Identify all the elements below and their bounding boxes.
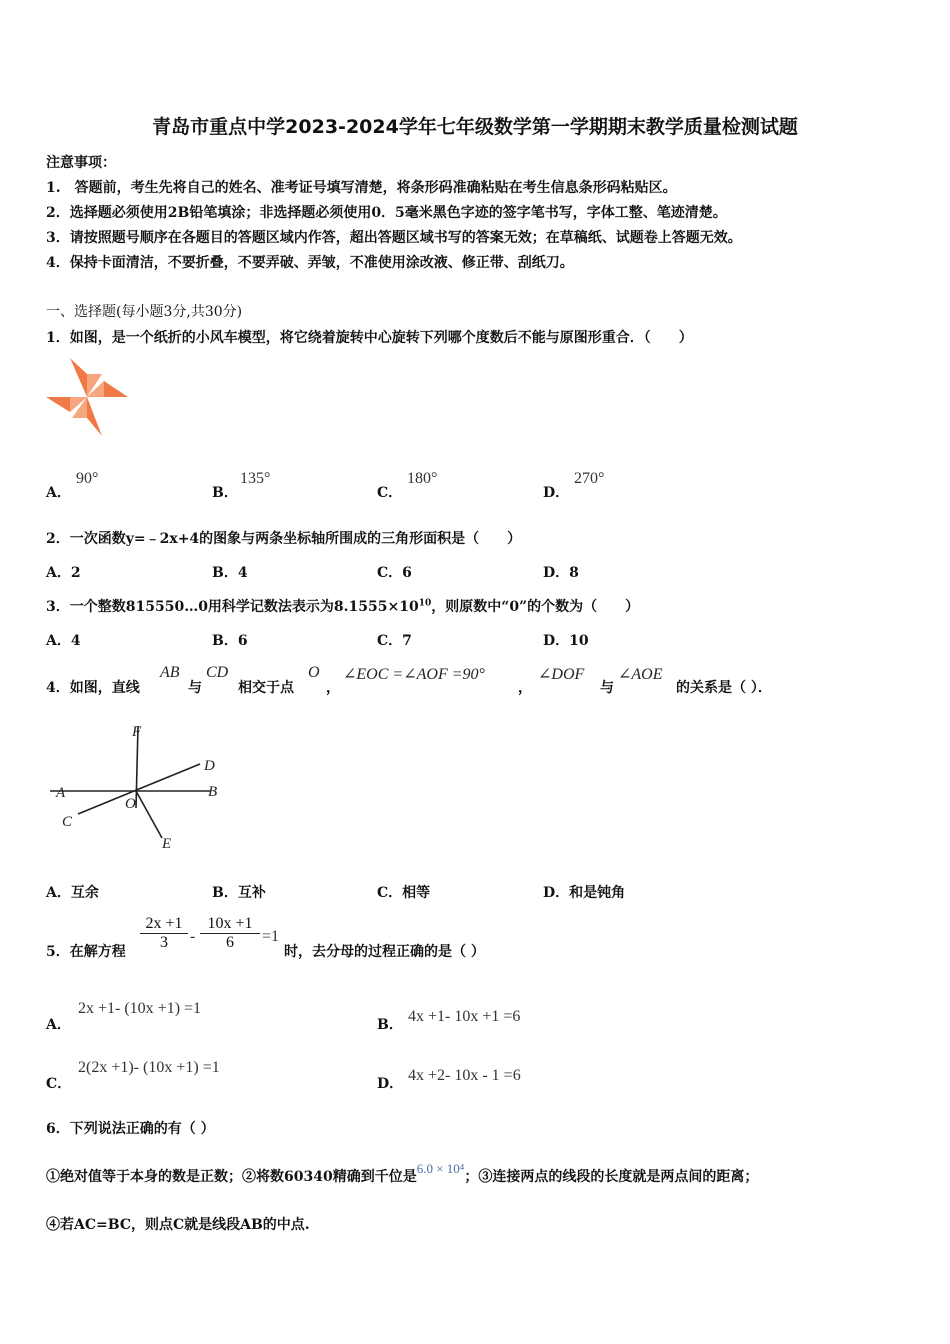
q4-stem-6: 与: [600, 680, 614, 696]
label-a: A: [56, 785, 66, 801]
q4-math-o: O: [308, 664, 320, 681]
q1-option-c-label: C．: [377, 485, 403, 501]
pinwheel-figure: [44, 356, 130, 438]
q1-option-b-value: 135°: [240, 470, 271, 487]
pinwheel-blade: [70, 358, 87, 397]
q5-option-d-value: 4x +2- 10x - 1 =6: [408, 1067, 521, 1084]
line-cd: [78, 764, 200, 814]
q3-exponent: 10: [418, 598, 432, 609]
q6-stem: 6．下列说法正确的有（ ）: [46, 1121, 215, 1137]
pinwheel-icon: [46, 358, 128, 436]
q5-stem-post: 时，去分母的过程正确的是（ ）: [284, 944, 485, 960]
note-4: 4．保持卡面清洁，不要折叠，不要弄破、弄皱，不准使用涂改液、修正带、刮纸刀。: [46, 255, 574, 271]
pinwheel-blade: [87, 397, 102, 436]
q4-math-cd: CD: [206, 664, 229, 681]
q5-frac2-num: 10x +1: [207, 915, 253, 932]
label-c: C: [62, 814, 73, 830]
q4-option-a: A．互余: [46, 885, 99, 901]
q1-option-a-label: A．: [46, 485, 71, 501]
q5-equals: =1: [262, 928, 280, 945]
q3-option-b: B．6: [212, 633, 248, 649]
ray-oe: [136, 791, 162, 838]
q2-option-a: A．2: [46, 565, 81, 581]
label-e: E: [162, 836, 172, 852]
q6-statement-1-3: ①绝对值等于本身的数是正数；②将数60340精确到千位是6.0 × 10⁴；③连接两点的线段的长度就是两点间的距离；: [46, 1161, 759, 1185]
label-f: F: [132, 724, 142, 740]
q5-option-c-value: 2(2x +1)- (10x +1) =1: [78, 1059, 220, 1076]
q5-frac1-den: 3: [160, 934, 168, 951]
q1-option-b-label: B．: [212, 485, 238, 501]
q4-stem-3: 相交于点: [238, 680, 294, 696]
q4-math-ab: AB: [160, 664, 180, 681]
lines-figure: [50, 718, 230, 858]
q2-option-d: D．8: [543, 565, 579, 581]
q4-stem-7: 的关系是（ ）．: [676, 680, 772, 696]
q3-option-d: D．10: [543, 633, 589, 649]
q5-option-a-label: A．: [46, 1017, 71, 1033]
q6-statement-4: ④若AC=BC，则点C就是线段AB的中点.: [46, 1217, 310, 1233]
label-o: O: [125, 796, 136, 812]
q4-math-angles: ∠EOC =∠AOF =90°: [343, 666, 485, 683]
q4-option-d: D．和是钝角: [543, 885, 626, 901]
q2-option-c: C．6: [377, 565, 412, 581]
page-title: 青岛市重点中学2023-2024学年七年级数学第一学期期末教学质量检测试题: [152, 116, 798, 138]
q5-option-b-label: B．: [377, 1017, 403, 1033]
label-d: D: [204, 758, 215, 774]
q4-stem-1: 4．如图，直线: [46, 680, 140, 696]
q4-stem-4: ，: [326, 680, 340, 696]
q5-fraction-1: [140, 915, 188, 952]
note-3: 3．请按照题号顺序在各题目的答题区域内作答，超出答题区域书写的答案无效；在草稿纸、试题卷上答题无效。: [46, 230, 742, 246]
q5-minus: -: [190, 928, 196, 945]
q1-option-c-value: 180°: [407, 470, 438, 487]
q5-fraction-2: [200, 915, 260, 952]
q1-stem: 1．如图，是一个纸折的小风车模型，将它绕着旋转中心旋转下列哪个度数后不能与原图形重合．（ ）: [46, 330, 693, 346]
q5-option-b-value: 4x +1- 10x +1 =6: [408, 1008, 521, 1025]
note-1: 1. 答题前，考生先将自己的姓名、准考证号填写清楚，将条形码准确粘贴在考生信息条形码粘贴区。: [46, 180, 677, 196]
q4-stem-2: 与: [188, 680, 202, 696]
q1-option-d-value: 270°: [574, 470, 605, 487]
label-b: B: [208, 784, 218, 800]
q5-stem-pre: 5．在解方程: [46, 944, 126, 960]
q5-option-c-label: C．: [46, 1076, 72, 1092]
note-2: 2．选择题必须使用2B铅笔填涂；非选择题必须使用0．5毫米黑色字迹的签字笔书写，字体工整、笔迹清楚。: [46, 205, 727, 221]
notes-heading: 注意事项：: [46, 155, 116, 171]
q3-option-a: A．4: [46, 633, 81, 649]
q6-math: 6.0 × 10⁴: [416, 1161, 465, 1176]
q4-option-b: B．互补: [212, 885, 266, 901]
q5-option-d-label: D．: [377, 1076, 404, 1092]
q4-stem-5: ，: [518, 680, 532, 696]
q5-frac1-num: 2x +1: [145, 915, 183, 932]
q5-option-a-value: 2x +1- (10x +1) =1: [78, 1000, 202, 1017]
q3-stem: 3．一个整数815550…0用科学记数法表示为$8.1555\times 10^{10}$，则原数中“0”的个数为（ ）: [46, 598, 640, 615]
q4-math-aoe: ∠AOE: [618, 666, 663, 683]
q5-frac2-den: 6: [226, 934, 234, 951]
figure-lines: [50, 726, 210, 838]
q4-math-dof: ∠DOF: [538, 666, 585, 683]
q4-option-c: C．相等: [377, 885, 431, 901]
q2-stem: 2．一次函数y=﹣2x+4的图象与两条坐标轴所围成的三角形面积是（ ）: [46, 531, 522, 547]
q2-option-b: B．4: [212, 565, 248, 581]
section-heading: 一、选择题(每小题3分,共30分): [46, 304, 243, 320]
q1-option-d-label: D．: [543, 485, 570, 501]
q3-option-c: C．7: [377, 633, 412, 649]
q1-option-a-value: 90°: [76, 470, 99, 487]
